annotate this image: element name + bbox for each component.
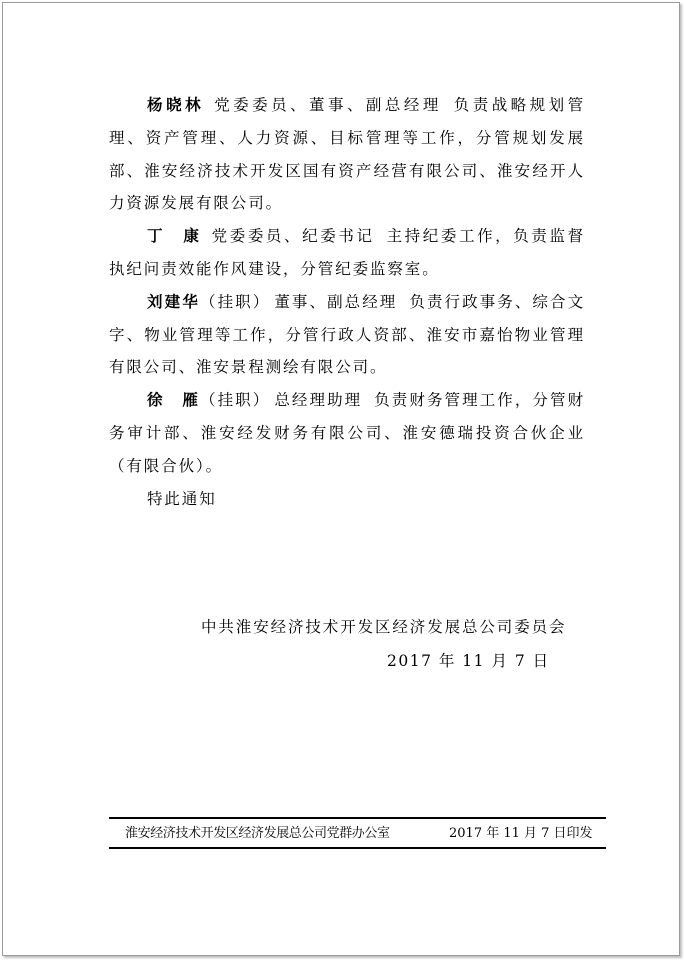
footer-issuer: 淮安经济技术开发区经济发展总公司党群办公室 [125,826,390,841]
member-name: 丁 康 [147,226,202,246]
footer-print-date: 2017 年 11 月 7 日印发 [449,826,593,841]
member-role: 党委委员、董事、副总经理 [214,96,442,114]
member-role: 党委委员、纪委书记 [211,227,375,246]
member-paragraph [109,286,585,384]
closing-text: 特此通知 [147,489,217,508]
member-duty: 负责行政事务、综合文字、物业管理等工作，分管行政人资部、淮安市嘉怡物业管理有限公司、淮安景程测绘有限公司。 [109,292,585,377]
signature-organization: 中共淮安经济技术开发区经济发展总公司委员会 [201,618,567,636]
signature-date: 2017 年 11 月 7 日 [387,652,550,670]
member-name: 刘建华 [147,291,201,311]
member-note: （挂职） [200,292,271,311]
document-body [109,89,585,515]
member-role: 总经理助理 [274,391,363,410]
member-note: （挂职） [200,391,271,410]
member-name: 徐 雁 [147,390,201,410]
member-paragraph [109,384,585,482]
member-paragraph [109,89,585,220]
footer-bottom-rule [109,847,606,849]
member-duty: 主持纪委工作，负责监督执纪问责效能作风建设，分管纪委监察室。 [109,227,585,278]
member-name: 杨晓林 [147,95,205,114]
member-role: 董事、副总经理 [274,292,398,311]
footer-top-rule [109,817,606,819]
document-page [2,2,680,956]
member-paragraph [109,220,585,286]
member-duty: 负责战略规划管理、资产管理、人力资源、目标管理等工作，分管规划发展部、淮安经济技术开发区国有资产经营有限公司、淮安经开人力资源发展有限公司。 [109,96,585,213]
member-duty: 负责财务管理工作，分管财务审计部、淮安经发财务有限公司、淮安德瑞投资合伙企业（有限合伙）。 [109,391,585,475]
